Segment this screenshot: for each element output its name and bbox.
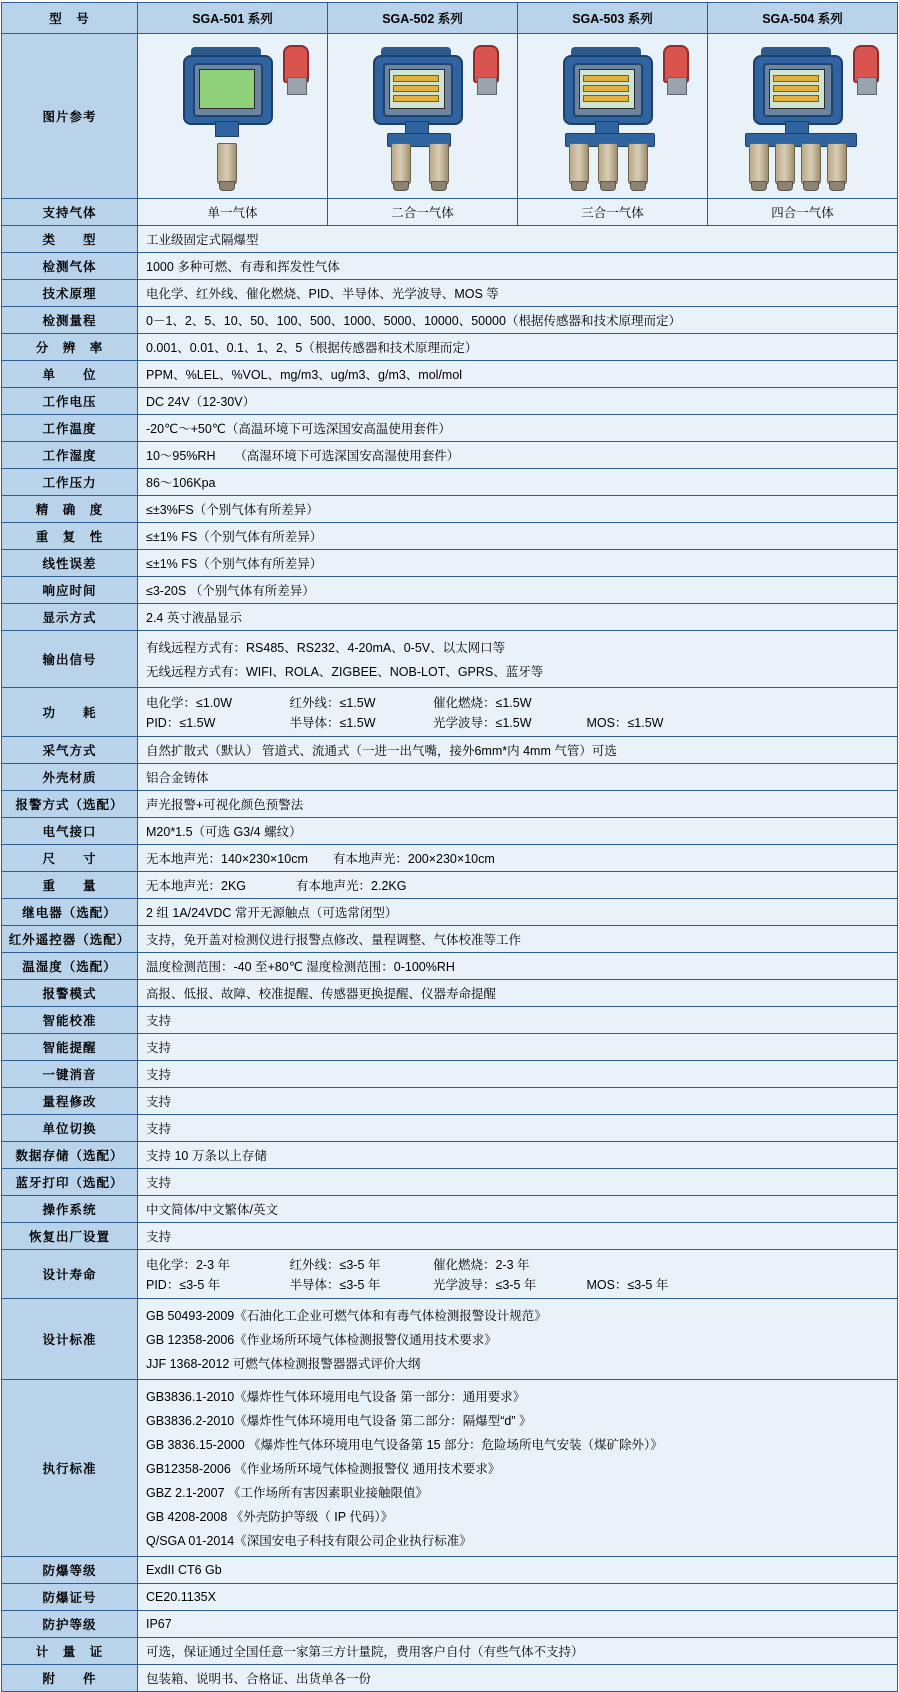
- table-row: [2, 1115, 898, 1142]
- row-label: 操作系统: [2, 1196, 138, 1223]
- life-v: 2-3 年: [196, 1258, 231, 1272]
- row-label: 重 量: [2, 872, 138, 899]
- row-value: 支持: [138, 1007, 898, 1034]
- table-row: [2, 926, 898, 953]
- exec-standard-row: [2, 1380, 898, 1557]
- gas-support-502: 二合一气体: [328, 199, 518, 226]
- row-value: 支持: [138, 1061, 898, 1088]
- power-k: PID：: [146, 716, 180, 730]
- device-image-504: [708, 34, 898, 199]
- table-row: [2, 550, 898, 577]
- row-label: 显示方式: [2, 604, 138, 631]
- row-label: 精 确 度: [2, 496, 138, 523]
- life-k: 半导体：: [289, 1278, 340, 1292]
- standard-item: GB3836.2-2010《爆炸性气体环境用电气设备 第二部分：隔爆型“d” 》: [146, 1414, 532, 1428]
- table-row: [2, 1223, 898, 1250]
- specification-table: [1, 2, 898, 1692]
- power-v: ≤1.5W: [495, 696, 532, 710]
- gas-support-503: 三合一气体: [518, 199, 708, 226]
- life-v: ≤3-5 年: [627, 1278, 669, 1292]
- power-v: ≤1.5W: [179, 716, 216, 730]
- model-502: SGA-502 系列: [328, 3, 518, 34]
- row-value: 工业级固定式隔爆型: [138, 226, 898, 253]
- row-label: 附 件: [2, 1665, 138, 1692]
- row-label: 工作温度: [2, 415, 138, 442]
- design-life-row: [2, 1250, 898, 1299]
- standard-item: GB 3836.15-2000 《爆炸性气体环境用电气设备第 15 部分：危险场所电气安装（煤矿除外）》: [146, 1438, 663, 1452]
- table-row: [2, 1584, 898, 1611]
- table-row: [2, 1142, 898, 1169]
- row-label: 一键消音: [2, 1061, 138, 1088]
- exec-standard-value: [138, 1380, 898, 1557]
- row-value: 86～106Kpa: [138, 469, 898, 496]
- row-value: 可选，保证通过全国任意一家第三方计量院，费用客户自付（有些气体不支持）: [138, 1638, 898, 1665]
- table-row: [2, 1061, 898, 1088]
- table-row: [2, 523, 898, 550]
- row-value: 包装箱、说明书、合格证、出货单各一份: [138, 1665, 898, 1692]
- row-label: 类 型: [2, 226, 138, 253]
- table-row: [2, 899, 898, 926]
- row-label: 智能校准: [2, 1007, 138, 1034]
- table-row: [2, 953, 898, 980]
- row-value: 高报、低报、故障、校准提醒、传感器更换提醒、仪器寿命提醒: [138, 980, 898, 1007]
- design-standard-value: [138, 1299, 898, 1380]
- life-k: PID：: [146, 1278, 180, 1292]
- standard-item: GB3836.1-2010《爆炸性气体环境用电气设备 第一部分：通用要求》: [146, 1390, 526, 1404]
- table-row: [2, 845, 898, 872]
- power-v: ≤1.5W: [339, 696, 376, 710]
- row-value: 支持: [138, 1034, 898, 1061]
- table-row: [2, 1611, 898, 1638]
- row-value: IP67: [138, 1611, 898, 1638]
- row-label: 防爆等级: [2, 1557, 138, 1584]
- design-life-value: [138, 1250, 898, 1299]
- row-label: 红外遥控器（选配）: [2, 926, 138, 953]
- row-label: 数据存储（选配）: [2, 1142, 138, 1169]
- row-value: 0.001、0.01、0.1、1、2、5（根据传感器和技术原理而定）: [138, 334, 898, 361]
- table-row: [2, 577, 898, 604]
- row-value: 支持: [138, 1169, 898, 1196]
- power-value: [138, 688, 898, 737]
- power-v: ≤1.5W: [495, 716, 532, 730]
- row-value: 自然扩散式（默认） 管道式、流通式（一进一出气嘴，接外6mm*内 4mm 气管）可选: [138, 737, 898, 764]
- life-k: 催化燃烧：: [432, 1258, 496, 1272]
- design-standard-label: 设计标准: [2, 1299, 138, 1380]
- row-value: 声光报警+可视化颜色预警法: [138, 791, 898, 818]
- image-row: [2, 34, 898, 199]
- table-row: [2, 1196, 898, 1223]
- table-header-row: [2, 3, 898, 34]
- standard-item: GB 50493-2009《石油化工企业可燃气体和有毒气体检测报警设计规范》: [146, 1309, 547, 1323]
- row-value: 支持，免开盖对检测仪进行报警点修改、量程调整、气体校准等工作: [138, 926, 898, 953]
- output-wired: 有线远程方式有：RS485、RS232、4-20mA、0-5V、以太网口等: [146, 641, 506, 655]
- table-row: [2, 415, 898, 442]
- row-value: DC 24V（12-30V）: [138, 388, 898, 415]
- row-label: 单位切换: [2, 1115, 138, 1142]
- row-value: 支持 10 万条以上存储: [138, 1142, 898, 1169]
- row-label: 采气方式: [2, 737, 138, 764]
- row-value: ≤±1% FS（个别气体有所差异）: [138, 523, 898, 550]
- row-label: 计 量 证: [2, 1638, 138, 1665]
- table-row: [2, 280, 898, 307]
- row-value: 0－1、2、5、10、50、100、500、1000、5000、10000、50000（根据传感器和技术原理而定）: [138, 307, 898, 334]
- gas-support-row: [2, 199, 898, 226]
- model-503: SGA-503 系列: [518, 3, 708, 34]
- row-label: 检测量程: [2, 307, 138, 334]
- table-row: [2, 1088, 898, 1115]
- table-row: [2, 226, 898, 253]
- row-value: ≤±1% FS（个别气体有所差异）: [138, 550, 898, 577]
- row-value: -20℃～+50℃（高温环境下可选深国安高温使用套件）: [138, 415, 898, 442]
- row-label: 重 复 性: [2, 523, 138, 550]
- row-label: 继电器（选配）: [2, 899, 138, 926]
- standard-item: Q/SGA 01-2014《深国安电子科技有限公司企业执行标准》: [146, 1534, 472, 1548]
- row-value: 电化学、红外线、催化燃烧、PID、半导体、光学波导、MOS 等: [138, 280, 898, 307]
- gas-support-label: 支持气体: [2, 199, 138, 226]
- row-label: 防爆证号: [2, 1584, 138, 1611]
- row-value: 2.4 英寸液晶显示: [138, 604, 898, 631]
- power-label: 功 耗: [2, 688, 138, 737]
- row-label: 尺 寸: [2, 845, 138, 872]
- life-k: MOS：: [586, 1278, 628, 1292]
- table-row: [2, 604, 898, 631]
- row-label: 报警方式（选配）: [2, 791, 138, 818]
- device-image-501: [138, 34, 328, 199]
- row-label: 工作湿度: [2, 442, 138, 469]
- table-row: [2, 1034, 898, 1061]
- row-label: 恢复出厂设置: [2, 1223, 138, 1250]
- table-row: [2, 1665, 898, 1692]
- image-row-label: 图片参考: [2, 34, 138, 199]
- standard-item: JJF 1368-2012 可燃气体检测报警器器式评价大纲: [146, 1357, 421, 1371]
- table-row: [2, 1007, 898, 1034]
- row-label: 技术原理: [2, 280, 138, 307]
- table-row: [2, 818, 898, 845]
- row-value: ≤3-20S （个别气体有所差异）: [138, 577, 898, 604]
- row-label: 工作电压: [2, 388, 138, 415]
- row-value: 支持: [138, 1088, 898, 1115]
- row-label: 检测气体: [2, 253, 138, 280]
- table-row: [2, 737, 898, 764]
- table-row: [2, 253, 898, 280]
- life-k: 红外线：: [289, 1258, 340, 1272]
- device-image-503: [518, 34, 708, 199]
- output-signal-row: [2, 631, 898, 688]
- spec-sheet: [0, 2, 899, 1692]
- power-k: 电化学：: [146, 696, 197, 710]
- row-value: 铝合金铸体: [138, 764, 898, 791]
- device-image-502: [328, 34, 518, 199]
- row-label: 工作压力: [2, 469, 138, 496]
- standard-item: GBZ 2.1-2007 《工作场所有害因素职业接触限值》: [146, 1486, 428, 1500]
- row-label: 智能提醒: [2, 1034, 138, 1061]
- power-line-2: [146, 712, 889, 732]
- power-v: ≤1.5W: [627, 716, 664, 730]
- power-k: 光学波导：: [432, 716, 496, 730]
- table-row: [2, 361, 898, 388]
- table-row: [2, 442, 898, 469]
- standard-item: GB 4208-2008 《外壳防护等级（ IP 代码）》: [146, 1510, 394, 1524]
- table-row: [2, 764, 898, 791]
- model-501: SGA-501 系列: [138, 3, 328, 34]
- row-label: 响应时间: [2, 577, 138, 604]
- row-label: 温湿度（选配）: [2, 953, 138, 980]
- row-label: 单 位: [2, 361, 138, 388]
- row-label: 报警模式: [2, 980, 138, 1007]
- power-k: MOS：: [586, 716, 628, 730]
- row-value: CE20.1135X: [138, 1584, 898, 1611]
- table-row: [2, 791, 898, 818]
- table-row: [2, 307, 898, 334]
- row-label: 电气接口: [2, 818, 138, 845]
- design-life-label: 设计寿命: [2, 1250, 138, 1299]
- table-row: [2, 334, 898, 361]
- row-value: ≤±3%FS（个别气体有所差异）: [138, 496, 898, 523]
- life-k: 光学波导：: [432, 1278, 496, 1292]
- life-v: ≤3-5 年: [495, 1278, 537, 1292]
- output-signal-value: [138, 631, 898, 688]
- life-v: 2-3 年: [495, 1258, 530, 1272]
- power-row: [2, 688, 898, 737]
- life-v: ≤3-5 年: [339, 1258, 381, 1272]
- gas-support-504: 四合一气体: [708, 199, 898, 226]
- gas-support-501: 单一气体: [138, 199, 328, 226]
- table-row: [2, 1638, 898, 1665]
- power-k: 催化燃烧：: [432, 696, 496, 710]
- table-row: [2, 496, 898, 523]
- row-label: 分 辨 率: [2, 334, 138, 361]
- row-value: 2 组 1A/24VDC 常开无源触点（可选常闭型）: [138, 899, 898, 926]
- row-value: 温度检测范围：-40 至+80℃ 湿度检测范围：0-100%RH: [138, 953, 898, 980]
- row-value: M20*1.5（可选 G3/4 螺纹）: [138, 818, 898, 845]
- model-504: SGA-504 系列: [708, 3, 898, 34]
- power-k: 半导体：: [289, 716, 340, 730]
- row-value: 中文简体/中文繁体/英文: [138, 1196, 898, 1223]
- output-signal-label: 输出信号: [2, 631, 138, 688]
- life-k: 电化学：: [146, 1258, 197, 1272]
- row-label: 蓝牙打印（选配）: [2, 1169, 138, 1196]
- row-value: 10～95%RH （高湿环境下可选深国安高湿使用套件）: [138, 442, 898, 469]
- header-model-label: 型 号: [2, 3, 138, 34]
- exec-standard-label: 执行标准: [2, 1380, 138, 1557]
- table-row: [2, 388, 898, 415]
- design-standard-row: [2, 1299, 898, 1380]
- table-row: [2, 872, 898, 899]
- table-row: [2, 469, 898, 496]
- row-label: 量程修改: [2, 1088, 138, 1115]
- row-value: 无本地声光：2KG 有本地声光：2.2KG: [138, 872, 898, 899]
- life-line-1: [146, 1254, 889, 1274]
- row-value: 1000 多种可燃、有毒和挥发性气体: [138, 253, 898, 280]
- power-v: ≤1.0W: [196, 696, 233, 710]
- life-v: ≤3-5 年: [179, 1278, 221, 1292]
- row-label: 外壳材质: [2, 764, 138, 791]
- row-label: 线性误差: [2, 550, 138, 577]
- life-v: ≤3-5 年: [339, 1278, 381, 1292]
- row-value: PPM、%LEL、%VOL、mg/m3、ug/m3、g/m3、mol/mol: [138, 361, 898, 388]
- standard-item: GB12358-2006 《作业场所环境气体检测报警仪 通用技术要求》: [146, 1462, 501, 1476]
- row-value: ExdII CT6 Gb: [138, 1557, 898, 1584]
- row-value: 支持: [138, 1223, 898, 1250]
- output-wireless: 无线远程方式有：WIFI、ROLA、ZIGBEE、NOB-LOT、GPRS、蓝牙等: [146, 665, 544, 679]
- table-row: [2, 1169, 898, 1196]
- row-value: 无本地声光：140×230×10cm 有本地声光：200×230×10cm: [138, 845, 898, 872]
- standard-item: GB 12358-2006《作业场所环境气体检测报警仪通用技术要求》: [146, 1333, 497, 1347]
- power-v: ≤1.5W: [339, 716, 376, 730]
- power-line-1: [146, 692, 889, 712]
- table-row: [2, 980, 898, 1007]
- power-k: 红外线：: [289, 696, 340, 710]
- life-line-2: [146, 1274, 889, 1294]
- row-value: 支持: [138, 1115, 898, 1142]
- row-label: 防护等级: [2, 1611, 138, 1638]
- table-row: [2, 1557, 898, 1584]
